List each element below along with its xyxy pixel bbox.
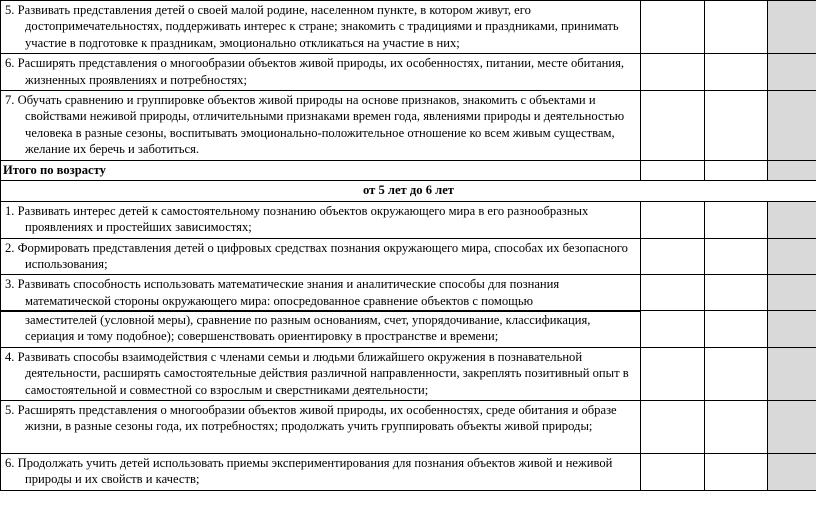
- row-text-cell: [1, 311, 641, 348]
- mark-cell-2: [705, 238, 768, 275]
- mark-cell-3: [768, 311, 816, 348]
- table-row: [1, 401, 816, 454]
- mark-cell-3: [768, 454, 816, 491]
- mark-cell-1: [641, 238, 705, 275]
- mark-cell-2: [705, 275, 768, 312]
- age-group-heading: от 5 лет до 6 лет: [362, 183, 454, 198]
- mark-cell-2: [705, 54, 768, 91]
- mark-cell-3: [768, 54, 816, 91]
- goal-text: 5. Развивать представления детей о своей малой родине, населенном пункте, в котором живут, его достопримечательностях, поддерживать интерес к стране; знакомить с традициями и праздниками, принимать участие в подготовке к праздникам, эмоционально откликаться на участие в них;: [5, 3, 619, 50]
- goal-text: 7. Обучать сравнению и группировке объектов живой природы на основе признаков, знакомить с объектами и свойствами неживой природы, отличительными признаками времен года, явлениями природы и деятельностью человека в разные сезоны, воспитывать эмоционально-положительное отношение ко всем живым существам, желание их беречь и заботиться.: [5, 93, 625, 157]
- mark-cell-1: [641, 1, 705, 54]
- mark-cell-1: [641, 454, 705, 491]
- mark-cell-2: [705, 401, 768, 454]
- goal-text: заместителей (условной меры), сравнение по разным основаниям, счет, упорядочивание, классификация, сериация и тому подобное); совершенствовать ориентировку в пространстве и времени;: [25, 313, 591, 344]
- mark-cell-2: [705, 311, 768, 348]
- mark-cell-3: [768, 275, 816, 312]
- goal-text: 5. Расширять представления о многообразии объектов живой природы, их особенностях, среде обитания и образе жизни, в разные сезоны года, их потребностях; продолжать учить группировать объекты живой природы;: [5, 403, 617, 434]
- goal-text: 6. Расширять представления о многообразии объектов живой природы, их особенностях, питании, месте обитания, жизненных проявлениях и потребностях;: [5, 56, 625, 87]
- row-text-cell: [1, 238, 641, 275]
- table-row: [1, 238, 816, 275]
- mark-cell-3: [768, 347, 816, 400]
- table-row: [1, 54, 816, 91]
- mark-cell-1: [641, 54, 705, 91]
- mark-cell-2: [705, 201, 768, 238]
- mark-cell-2: [705, 91, 768, 161]
- table-row: [1, 201, 816, 238]
- table-row: [1, 275, 816, 312]
- mark-cell-3: [768, 238, 816, 275]
- table-row: [1, 91, 816, 161]
- goal-text: 3. Развивать способность использовать математические знания и аналитические способы для познания математической стороны окружающего мира: опосредованное сравнение объектов с помощью: [5, 277, 560, 308]
- mark-cell-1: [641, 401, 705, 454]
- row-text-cell: [1, 91, 641, 161]
- table-row: [1, 181, 816, 201]
- mark-cell-1: [641, 161, 705, 181]
- table-row: [1, 347, 816, 400]
- row-text-cell: [1, 401, 641, 454]
- mark-cell-3: [768, 1, 816, 54]
- goal-text: 4. Развивать способы взаимодействия с членами семьи и людьми ближайшего окружения в познавательной деятельности, расширять самостоятельные действия различной направленности, закреплять позитивный опыт в самостоятельной и совместной со взрослым и сверстниками деятельности;: [5, 349, 629, 397]
- row-text-cell: [1, 1, 641, 54]
- goal-text: 6. Продолжать учить детей использовать приемы экспериментирования для познания объектов живой и неживой природы и их свойств и качеств;: [5, 456, 613, 487]
- mark-cell-1: [641, 91, 705, 161]
- row-text-cell: [1, 161, 641, 181]
- table-row: [1, 1, 816, 54]
- mark-cell-1: [641, 311, 705, 348]
- mark-cell-2: [705, 1, 768, 54]
- row-text-cell: [1, 275, 641, 312]
- mark-cell-2: [705, 161, 768, 181]
- mark-cell-3: [768, 201, 816, 238]
- row-text-cell: [1, 201, 641, 238]
- mark-cell-1: [641, 275, 705, 312]
- mark-cell-1: [641, 201, 705, 238]
- table-row: [1, 454, 816, 491]
- mark-cell-2: [705, 347, 768, 400]
- row-text-cell: [1, 181, 816, 201]
- row-text-cell: [1, 454, 641, 491]
- mark-cell-2: [705, 454, 768, 491]
- goal-text: 1. Развивать интерес детей к самостоятельному познанию объектов окружающего мира в его разнообразных проявлениях и простейших зависимостях;: [5, 203, 589, 235]
- mark-cell-1: [641, 347, 705, 400]
- table-row: [1, 311, 816, 348]
- row-text-cell: [1, 54, 641, 91]
- goal-text: 2. Формировать представления детей о цифровых средствах познания окружающего мира, способах их безопасного использования;: [5, 240, 628, 272]
- program-table-bottom: [0, 310, 816, 491]
- table-row: [1, 161, 816, 181]
- mark-cell-3: [768, 161, 816, 181]
- mark-cell-3: [768, 91, 816, 161]
- row-text-cell: [1, 347, 641, 400]
- total-label: Итого по возрасту: [3, 163, 106, 178]
- mark-cell-3: [768, 401, 816, 454]
